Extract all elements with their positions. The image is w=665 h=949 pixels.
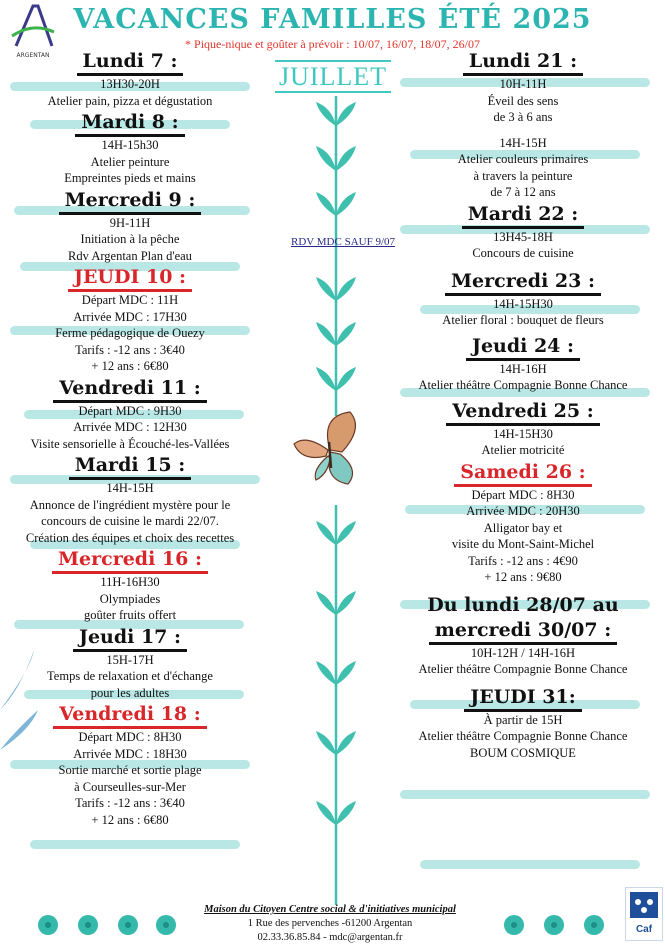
event-line: Atelier pain, pizza et dégustation — [47, 93, 213, 108]
event-line: Atelier motricité — [481, 443, 565, 457]
event-line: Arrivée MDC : 17H30 — [73, 309, 187, 324]
event-line: 14H-15H — [499, 135, 547, 150]
day-heading: Mercredi 9 : — [59, 189, 202, 215]
event-line: Tarifs : -12 ans : 3€40 — [75, 796, 185, 810]
day-heading: Jeudi 24 : — [466, 335, 580, 361]
day-heading: Vendredi 11 : — [53, 377, 206, 403]
event-line: Atelier couleurs primaires — [457, 152, 589, 166]
event-line: Temps de relaxation et d'échange — [47, 669, 213, 683]
event-line: Sortie marché et sortie plage — [58, 763, 202, 777]
event-line: Atelier théâtre Compagnie Bonne Chance — [418, 378, 628, 392]
event-line: Départ MDC : 9H30 — [78, 403, 182, 418]
event-line: 14H-15H30 — [493, 426, 553, 441]
event-vendredi-11 — [10, 375, 250, 453]
event-line: + 12 ans : 6€80 — [91, 359, 169, 373]
event-line: Tarifs : -12 ans : 3€40 — [75, 342, 185, 357]
event-line: de 3 à 6 ans — [493, 110, 553, 124]
left-column — [10, 48, 250, 828]
day-heading: Lundi 21 : — [463, 50, 583, 76]
event-line: 14H-15H — [106, 481, 154, 495]
event-line: Atelier théâtre Compagnie Bonne Chance — [418, 662, 628, 676]
day-heading: JEUDI 31: — [464, 686, 581, 712]
right-column — [388, 48, 658, 761]
event-line: 14H-15H30 — [493, 296, 553, 311]
event-mardi-22 — [388, 201, 658, 262]
event-line: Olympiades — [99, 591, 161, 606]
event-mercredi-16 — [10, 546, 250, 624]
event-jeudi-31 — [388, 684, 658, 762]
event-line: Atelier floral : bouquet de fleurs — [442, 313, 604, 327]
day-heading-continued: mercredi 30/07 : — [429, 619, 617, 645]
page-title: VACANCES FAMILLES ÉTÉ 2025 — [73, 4, 592, 35]
event-line: Tarifs : -12 ans : 4€90 — [468, 553, 578, 568]
event-line: Départ MDC : 11H — [81, 293, 179, 307]
event-line: à travers la peinture — [473, 168, 573, 183]
butterfly-icon — [290, 410, 370, 490]
event-line — [388, 126, 658, 135]
event-mardi-15 — [10, 452, 250, 546]
event-line: Départ MDC : 8H30 — [471, 487, 575, 502]
event-line: Atelier théâtre Compagnie Bonne Chance — [418, 729, 628, 743]
event-line: à Courseulles-sur-Mer — [74, 779, 186, 794]
event-line: 11H-16H30 — [100, 575, 160, 589]
event-vendredi-25 — [388, 398, 658, 459]
event-line: 14H-16H — [499, 361, 547, 376]
event-28-30-juillet — [388, 592, 658, 678]
event-line: Création des équipes et choix des recettes — [25, 530, 235, 545]
event-line: Rdv Argentan Plan d'eau — [68, 248, 192, 263]
event-mardi-8 — [10, 109, 250, 187]
event-line: goûter fruits offert — [83, 608, 177, 622]
rdv-note: RDV MDC SAUF 9/07 — [290, 236, 396, 248]
day-heading: Du lundi 28/07 au — [427, 593, 619, 616]
day-heading: Vendredi 25 : — [446, 400, 599, 426]
event-line: 15H-17H — [106, 652, 154, 667]
event-line: Arrivée MDC : 12H30 — [73, 420, 187, 434]
month-heading — [268, 62, 398, 92]
event-vendredi-18 — [10, 701, 250, 828]
event-line: Concours de cuisine — [472, 246, 574, 260]
day-heading: Lundi 7 : — [77, 50, 184, 76]
event-line: Arrivée MDC : 20H30 — [466, 504, 580, 518]
event-line: À partir de 15H — [483, 712, 563, 727]
event-line: 13H30-20H — [100, 77, 160, 91]
day-heading: Jeudi 17 : — [73, 626, 187, 652]
event-line: + 12 ans : 9€80 — [484, 570, 562, 584]
event-line: Alligator bay et — [483, 520, 563, 535]
event-mercredi-23 — [388, 268, 658, 329]
day-heading: Mardi 15 : — [69, 454, 192, 480]
event-line: 10H-11H — [499, 77, 547, 91]
footer-organization: Maison du Citoyen Centre social & d'initiatives municipal — [204, 904, 456, 915]
picnic-note: * Pique-nique et goûter à prévoir : 10/07, 16/07, 18/07, 26/07 — [185, 37, 480, 51]
event-line: Ferme pédagogique de Ouezy — [55, 326, 205, 340]
event-line: visite du Mont-Saint-Michel — [451, 537, 595, 551]
event-jeudi-24 — [388, 333, 658, 394]
event-jeudi-10 — [10, 264, 250, 375]
event-lundi-21 — [388, 48, 658, 201]
month-label: JUILLET — [275, 60, 391, 93]
event-line: Empreintes pieds et mains — [64, 171, 196, 185]
day-heading: Mardi 22 : — [462, 203, 585, 229]
event-line: concours de cuisine le mardi 22/07. — [41, 514, 219, 528]
event-line: BOUM COSMIQUE — [470, 745, 576, 760]
event-line: 13H45-18H — [493, 229, 553, 244]
day-heading: Samedi 26 : — [454, 461, 591, 487]
event-line: 9H-11H — [109, 215, 151, 230]
footer-contact[interactable]: 02.33.36.85.84 - mdc@argentan.fr — [257, 932, 403, 943]
event-samedi-26 — [388, 459, 658, 586]
event-line: Visite sensorielle à Écouché-les-Vallées — [30, 436, 230, 451]
day-heading: Mercredi 23 : — [445, 270, 601, 296]
event-line: Départ MDC : 8H30 — [78, 730, 182, 744]
fern-top-icon — [306, 96, 366, 416]
event-line: 10H-12H / 14H-16H — [470, 645, 576, 660]
day-heading: Mercredi 16 : — [52, 548, 208, 574]
event-mercredi-9 — [10, 187, 250, 265]
logo-text: ARGENTAN — [16, 52, 50, 59]
day-heading: Mardi 8 : — [75, 111, 184, 137]
event-line: + 12 ans : 6€80 — [91, 812, 169, 827]
fern-bottom-icon — [306, 505, 366, 905]
event-line: Initiation à la pêche — [80, 232, 180, 246]
caf-logo — [625, 887, 663, 941]
event-line: Arrivée MDC : 18H30 — [73, 746, 187, 761]
day-heading: Vendredi 18 : — [53, 703, 206, 729]
footer — [150, 903, 510, 945]
event-line: de 7 à 12 ans — [490, 185, 556, 199]
event-line: pour les adultes — [90, 685, 170, 700]
event-line: Annonce de l'ingrédient mystère pour le — [29, 497, 231, 512]
event-jeudi-17 — [10, 624, 250, 702]
event-line: 14H-15h30 — [101, 138, 159, 152]
day-heading: JEUDI 10 : — [68, 266, 192, 292]
event-line: Éveil des sens — [487, 93, 559, 108]
caf-label: Caf — [635, 924, 653, 935]
event-lundi-7 — [10, 48, 250, 109]
event-line: Atelier peinture — [90, 154, 170, 169]
footer-address: 1 Rue des pervenches -61200 Argentan — [247, 918, 413, 929]
